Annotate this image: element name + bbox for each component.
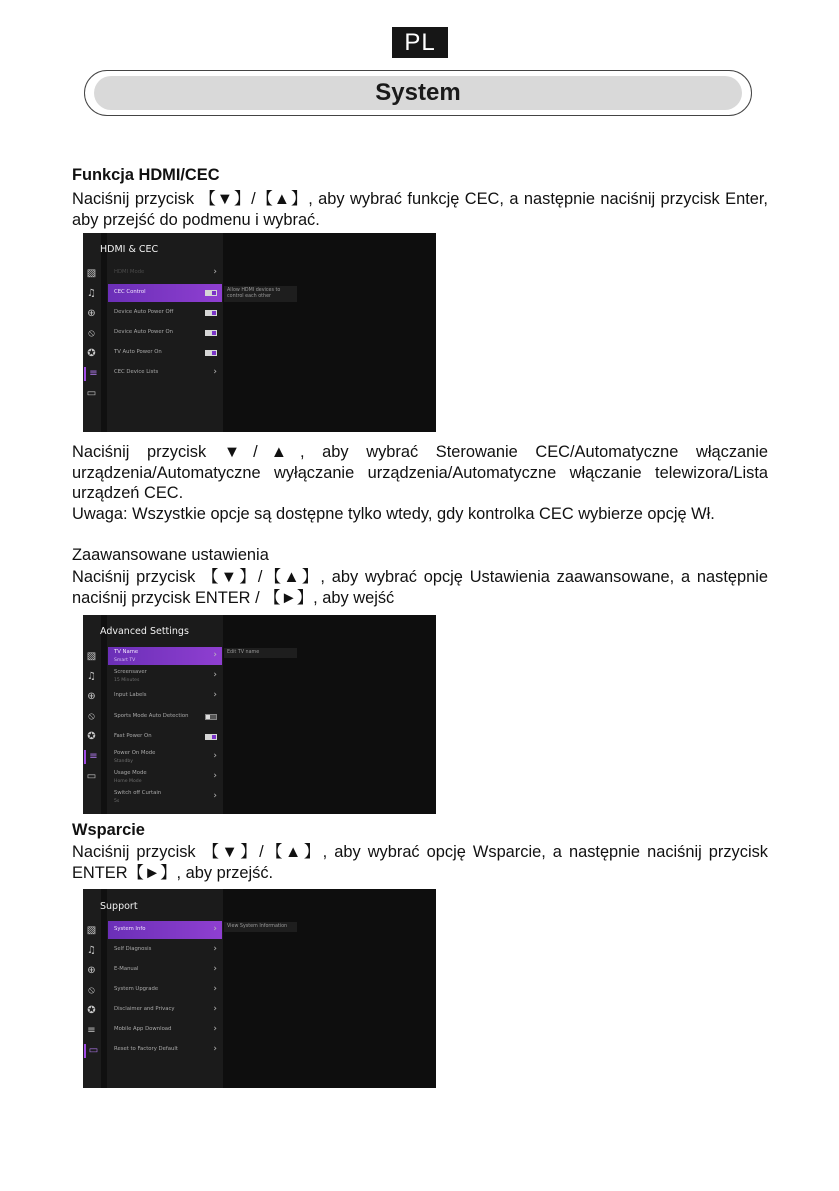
- toggle-switch-off[interactable]: [205, 714, 217, 720]
- menu-item-value: Home Mode: [114, 779, 142, 785]
- menu-item-cec-device-lists[interactable]: [108, 364, 222, 382]
- menu-item-value: Smart TV: [114, 658, 136, 663]
- system-icon[interactable]: ≡: [84, 750, 101, 764]
- menu-item-mobile-app-download[interactable]: [108, 1021, 222, 1039]
- advanced-settings-heading: Zaawansowane ustawienia: [72, 546, 269, 564]
- chevron-right-icon: ›: [213, 1024, 217, 1034]
- channel-icon[interactable]: ⦸: [88, 711, 95, 722]
- chevron-right-icon: ›: [213, 924, 217, 934]
- menu-item-hdmi-mode[interactable]: [108, 264, 222, 282]
- hdmi-cec-instructions: Naciśnij przycisk 【▼】/【▲】, aby wybrać funkcję CEC, a następnie naciśnij przycisk Enter, aby przejść do podmenu i wybrać.: [72, 190, 768, 229]
- section-banner: [84, 70, 752, 116]
- banner-title: System: [94, 76, 742, 110]
- menu-item-sports-mode-auto-detection[interactable]: [108, 708, 222, 726]
- network-icon[interactable]: ⊕: [87, 691, 96, 702]
- menu-item-power-on-mode[interactable]: [108, 748, 222, 766]
- cec-options-paragraph: Naciśnij przycisk ▼/▲, aby wybrać Sterowanie CEC/Automatyczne włączanie urządzenia/Automatyczne wyłączanie urządzenia/Automatyczne włączanie telewizora/Lista urządzeń CEC.: [72, 443, 768, 503]
- network-icon[interactable]: ⊕: [87, 308, 96, 319]
- menu-item-label: E-Manual: [114, 966, 139, 972]
- tv-screen-advanced-settings: [83, 615, 436, 814]
- tv-screen-support: [83, 889, 436, 1088]
- menu-item-reset-to-factory-default[interactable]: [108, 1041, 222, 1059]
- menu-item-value: 15 Minutes: [114, 678, 140, 684]
- picture-icon[interactable]: ▧: [86, 925, 97, 936]
- accessibility-icon[interactable]: ✪: [87, 731, 96, 742]
- picture-icon[interactable]: ▧: [86, 651, 97, 662]
- menu-item-label: Device Auto Power Off: [114, 309, 174, 315]
- menu-item-label: Mobile App Download: [114, 1026, 172, 1032]
- menu-title: HDMI & CEC: [100, 244, 159, 255]
- picture-icon[interactable]: ▧: [86, 268, 97, 279]
- chevron-right-icon: ›: [213, 984, 217, 994]
- channel-icon[interactable]: ⦸: [88, 328, 95, 339]
- menu-item-label: System Info: [114, 926, 146, 932]
- menu-item-disclaimer-and-privacy[interactable]: [108, 1001, 222, 1019]
- item-description: Allow HDMI devices to control each other: [224, 286, 297, 302]
- menu-item-self-diagnosis[interactable]: [108, 941, 222, 959]
- toggle-switch-on[interactable]: [205, 330, 217, 336]
- language-badge: PL: [392, 27, 448, 58]
- menu-item-label: Self Diagnosis: [114, 946, 152, 952]
- chevron-right-icon: ›: [213, 690, 217, 701]
- menu-item-fast-power-on[interactable]: [108, 728, 222, 746]
- system-icon[interactable]: ≡: [87, 1025, 96, 1036]
- sound-icon[interactable]: ♫: [87, 945, 96, 956]
- chevron-right-icon: ›: [213, 1044, 217, 1054]
- menu-item-value: Standby: [114, 759, 133, 764]
- menu-item-switch-off-curtain[interactable]: [108, 788, 222, 806]
- detail-panel: [223, 615, 436, 814]
- menu-item-tv-name[interactable]: [108, 647, 222, 665]
- detail-panel: [223, 889, 436, 1088]
- menu-item-label: Power On Mode: [114, 750, 156, 756]
- menu-item-label: Fast Power On: [114, 732, 152, 739]
- support-icon[interactable]: ▭: [86, 388, 97, 399]
- item-description: Edit TV name: [224, 648, 297, 658]
- sound-icon[interactable]: ♫: [87, 671, 96, 682]
- menu-item-label: Usage Mode: [114, 770, 147, 777]
- menu-item-label: Screensaver: [114, 669, 147, 676]
- system-icon[interactable]: ≡: [84, 367, 101, 381]
- menu-item-usage-mode[interactable]: [108, 768, 222, 786]
- chevron-right-icon: ›: [213, 751, 217, 761]
- menu-item-system-info[interactable]: [108, 921, 222, 939]
- toggle-switch-on[interactable]: [205, 290, 217, 296]
- menu-item-input-labels[interactable]: [108, 687, 222, 705]
- menu-item-label: HDMI Mode: [114, 269, 145, 275]
- accessibility-icon[interactable]: ✪: [87, 1005, 96, 1016]
- menu-item-label: Disclaimer and Privacy: [114, 1006, 175, 1012]
- menu-item-label: Switch off Curtain: [114, 790, 162, 797]
- support-icon[interactable]: ▭: [84, 1044, 101, 1058]
- chevron-right-icon: ›: [213, 267, 217, 277]
- support-heading: Wsparcie: [72, 821, 145, 839]
- hdmi-cec-heading: Funkcja HDMI/CEC: [72, 166, 220, 184]
- chevron-right-icon: ›: [213, 367, 217, 377]
- menu-item-e-manual[interactable]: [108, 961, 222, 979]
- menu-title: Support: [100, 901, 138, 912]
- toggle-switch-on[interactable]: [205, 734, 217, 740]
- chevron-right-icon: ›: [213, 1004, 217, 1014]
- menu-title: Advanced Settings: [100, 626, 189, 637]
- accessibility-icon[interactable]: ✪: [87, 348, 96, 359]
- chevron-right-icon: ›: [213, 670, 217, 681]
- menu-item-label: CEC Control: [114, 289, 146, 295]
- channel-icon[interactable]: ⦸: [88, 985, 95, 996]
- menu-item-device-auto-power-on[interactable]: [108, 324, 222, 342]
- item-description: View System Information: [224, 922, 297, 932]
- chevron-right-icon: ›: [213, 791, 217, 802]
- advanced-settings-instructions: Naciśnij przycisk 【▼】/【▲】, aby wybrać opcję Ustawienia zaawansowane, a następnie naciśnij przycisk ENTER / 【►】, aby wejść: [72, 568, 768, 607]
- chevron-right-icon: ›: [213, 650, 217, 660]
- menu-item-value: 5s: [114, 799, 120, 805]
- menu-item-device-auto-power-off[interactable]: [108, 304, 222, 322]
- menu-item-label: System Upgrade: [114, 986, 159, 992]
- toggle-switch-on[interactable]: [205, 310, 217, 316]
- menu-item-cec-control[interactable]: [108, 284, 222, 302]
- tv-screen-hdmi-cec: [83, 233, 436, 432]
- support-instructions: Naciśnij przycisk 【▼】/【▲】, aby wybrać opcję Wsparcie, a następnie naciśnij przycisk ENTER【►】, aby przejść.: [72, 843, 768, 882]
- chevron-right-icon: ›: [213, 964, 217, 974]
- menu-item-label: TV Name: [114, 649, 139, 655]
- support-icon[interactable]: ▭: [86, 771, 97, 782]
- menu-item-tv-auto-power-on[interactable]: [108, 344, 222, 362]
- sound-icon[interactable]: ♫: [87, 288, 96, 299]
- menu-item-label: Sports Mode Auto Detection: [114, 712, 189, 719]
- menu-item-label: Device Auto Power On: [114, 329, 174, 335]
- menu-item-label: CEC Device Lists: [114, 369, 159, 375]
- menu-item-label: Reset to Factory Default: [114, 1046, 178, 1052]
- menu-item-screensaver[interactable]: [108, 667, 222, 685]
- chevron-right-icon: ›: [213, 944, 217, 954]
- toggle-switch-on[interactable]: [205, 350, 217, 356]
- menu-item-label: TV Auto Power On: [114, 349, 162, 355]
- network-icon[interactable]: ⊕: [87, 965, 96, 976]
- menu-item-label: Input Labels: [114, 692, 147, 699]
- menu-item-system-upgrade[interactable]: [108, 981, 222, 999]
- cec-note-paragraph: Uwaga: Wszystkie opcje są dostępne tylko wtedy, gdy kontrolka CEC wybierze opcję Wł.: [72, 505, 715, 523]
- chevron-right-icon: ›: [213, 771, 217, 782]
- detail-panel: [223, 233, 436, 432]
